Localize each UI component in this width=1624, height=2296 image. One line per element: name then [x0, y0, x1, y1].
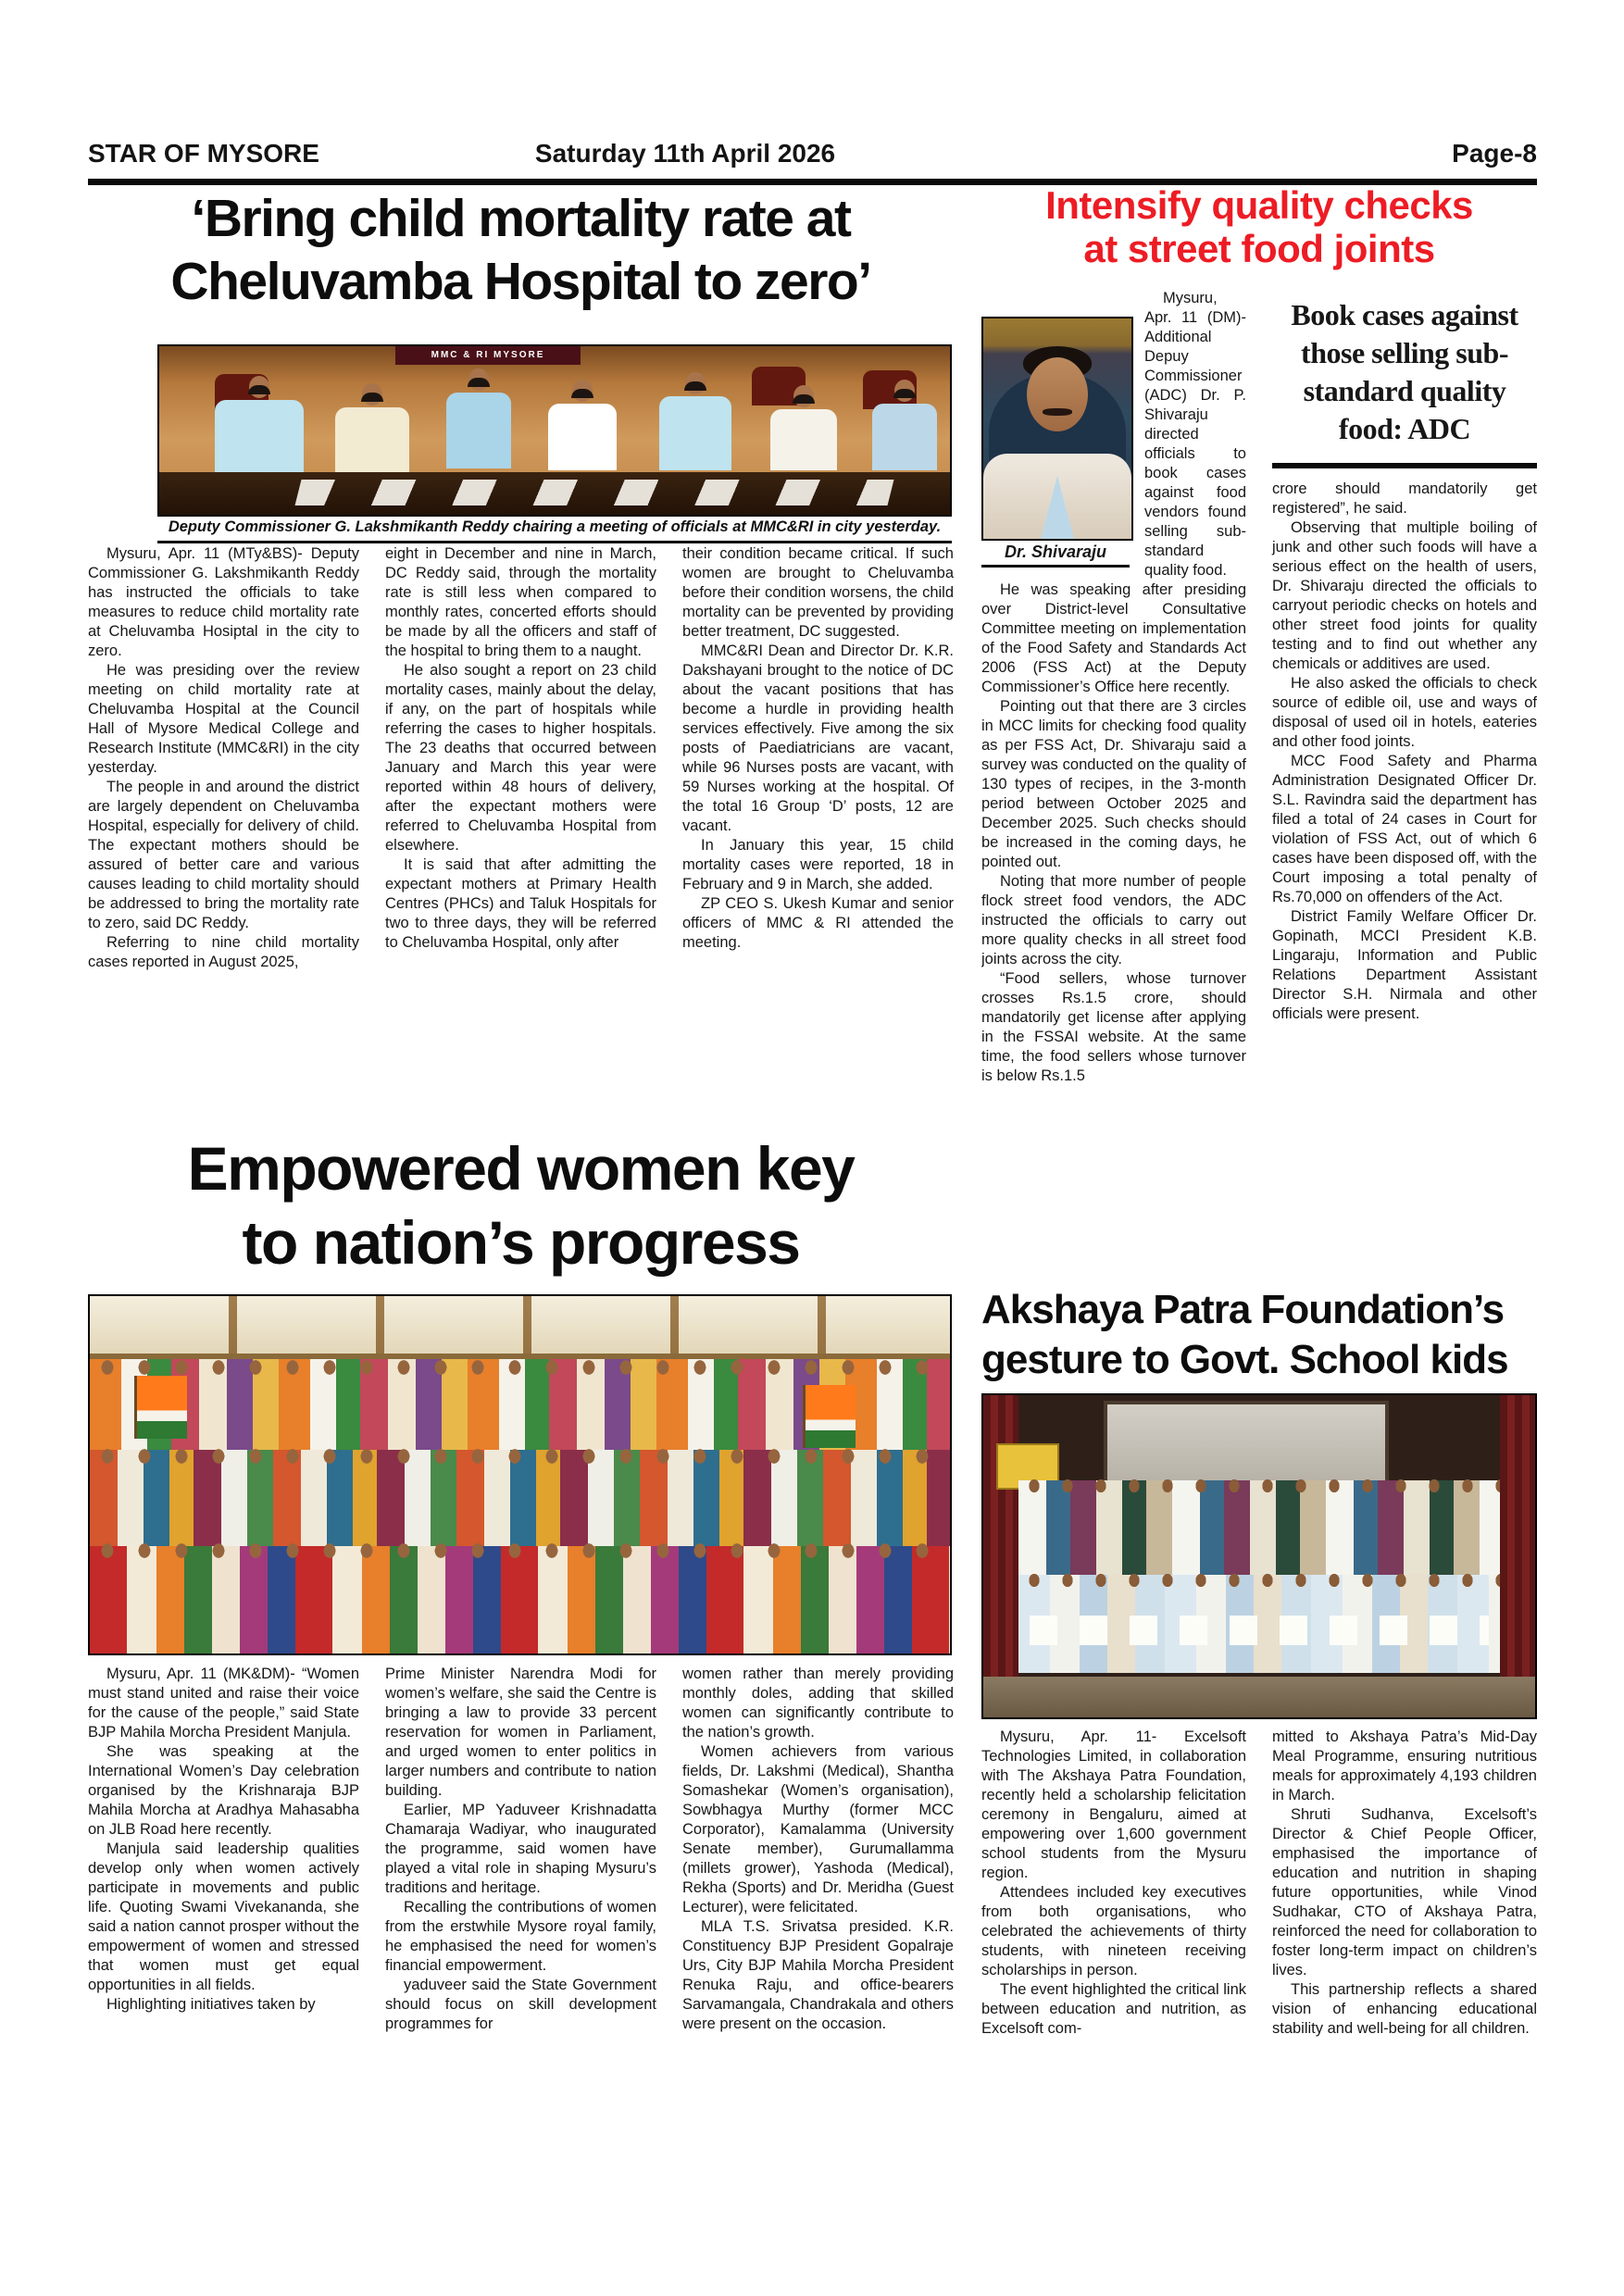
paragraph: Earlier, MP Yaduveer Krishnadatta Chamaraja Wadiyar, who inaugurated the programme, said women have played a vital role in shaping Mysuru’s traditions and heritage. — [385, 1802, 656, 1896]
person-figure — [659, 383, 731, 470]
paragraph: This partnership reflects a shared vision of enhancing educational stability and well-being for all children. — [1272, 1981, 1537, 2037]
certificates-shape — [1030, 1616, 1489, 1645]
paragraph: Highlighting initiatives taken by — [106, 1996, 316, 2013]
projector-screen-shape — [1104, 1401, 1389, 1486]
papers-shape — [295, 480, 894, 505]
paragraph: ZP CEO S. Ukesh Kumar and senior officers of MMC & RI attended the meeting. — [682, 895, 954, 951]
person-figure — [872, 391, 937, 470]
article-column — [981, 1728, 1246, 2246]
students-group-photo — [981, 1393, 1537, 1719]
crowd-row — [90, 1546, 950, 1653]
paragraph: MLA T.S. Srivatsa presided. K.R. Constituency BJP President Gopalraje Urs, City BJP Mahila Morcha President Renuka Raju, and office-bearers Sarvamangala, Chandrakala and others were present on the occasion. — [682, 1918, 954, 2032]
meeting-photo — [157, 344, 952, 517]
paragraph: Noting that more number of people flock street food vendors, the ADC instructed the officials to carry out more quality checks in all street food joints across the city. — [981, 873, 1246, 967]
headline-line-1: Intensify quality checks — [1045, 183, 1473, 227]
paragraph: Pointing out that there are 3 circles in MCC limits for checking food quality as per FSS Act, Dr. Shivaraju said a survey was conducted on the quality of 130 types of recipes, in the 3-month period between October 2025 and December 2025. Such checks should be increased in the coming days, he pointed out. — [981, 698, 1246, 870]
headline-line-1: Empowered women key — [187, 1134, 855, 1203]
curtain-shape — [1500, 1395, 1535, 1717]
headline-empowered-women — [88, 1131, 954, 1279]
headline-food-quality — [981, 183, 1537, 270]
paragraph: mitted to Akshaya Patra’s Mid-Day Meal Programme, ensuring nutritious meals for approximately 4,193 children in March. — [1272, 1728, 1537, 1803]
article-column — [88, 544, 359, 1129]
headline-line-1: ‘Bring child mortality rate at — [191, 189, 851, 248]
person-figure — [215, 387, 304, 474]
paragraph: Mysuru, Apr. 11 (MTy&BS)- Deputy Commissioner G. Lakshmikanth Reddy has instructed the officials to take measures to reduce child mortality rate at Cheluvamba Hosiptal in the city to zero. — [88, 545, 359, 659]
article-column — [981, 289, 1246, 1278]
paragraph: Manjula said leadership qualities develop only when women actively participate in movements and public life. Quoting Swami Vivekananda, she said a nation cannot prosper without the empowerment of women and stressed that women must get equal opportunities in all fields. — [88, 1841, 359, 1993]
paragraph: District Family Welfare Officer Dr. Gopinath, MCCI President K.B. Lingaraju, Information and Public Relations Department Assistant Director S.H. Nirmala and other officials were present. — [1272, 908, 1537, 1022]
masthead-title: STAR OF MYSORE — [88, 139, 319, 168]
flag-shape — [803, 1385, 856, 1448]
paragraph: women rather than merely providing monthly doles, adding that skilled women can significantly contribute to the nation’s growth. — [682, 1666, 954, 1741]
ceiling-shape — [90, 1296, 950, 1359]
paragraph: It is said that after admitting the expectant mothers at Primary Health Centres (PHCs) and Taluk Hospitals for two to three days, they will be referred to Cheluvamba Hospital, only after — [385, 856, 656, 951]
paragraph: He also sought a report on 23 child mortality cases, mainly about the delay, if any, on the part of hospitals while referring the cases to higher hospitals. The 23 deaths that occurred between January and March this year were reported within 48 hours of delivery, after the expectant mothers were referred to Cheluvamba Hospital from elsewhere. — [385, 662, 656, 854]
headline-line-2: at street food joints — [1083, 227, 1435, 270]
paragraph: Mysuru, Apr. 11- Excelsoft Technologies Limited, in collaboration with The Akshaya Patra Foundation, recently held a scholarship felicitation ceremony in Bengaluru, aimed at empowering over 1,600 government school students from the Mysuru region. — [981, 1728, 1246, 1881]
article-column — [1272, 289, 1537, 1278]
paragraph: The event highlighted the critical link between education and nutrition, as Excelsoft com- — [981, 1981, 1246, 2037]
paragraph: The people in and around the district are largely dependent on Cheluvamba Hospital, especially for delivery of child. The expectant mothers should be assured of better care and various causes leading to child mortality should be addressed to bring the mortality rate to zero, said DC Reddy. — [88, 779, 359, 931]
subheadline-rule — [1272, 463, 1537, 468]
article-column — [385, 544, 656, 1129]
masthead-page-number: Page-8 — [1452, 139, 1537, 168]
subheadline-book-cases: Book cases against those selling sub-standard quality food: ADC — [1291, 298, 1518, 445]
photo-banner-text: MMC & RI MYSORE — [395, 346, 581, 365]
headline-line-2: gesture to Govt. School kids — [981, 1337, 1508, 1382]
paragraph: Mysuru, Apr. 11 (DM)- Additional Depuy Commissioner (ADC) Dr. P. Shivaraju directed officials to book cases against food vendors found selling sub-standard quality food. — [1144, 290, 1246, 579]
paragraph: “Food sellers, whose turnover crosses Rs.1.5 crore, should mandatorily get license after applying in the FSSAI website. At the same time, the food sellers whose turnover is below Rs.1.5 — [981, 970, 1246, 1084]
floor-shape — [983, 1677, 1535, 1717]
meeting-photo-caption: Deputy Commissioner G. Lakshmikanth Reddy chairing a meeting of officials at MMC&RI in city yesterday. — [157, 518, 952, 543]
paragraph: He was speaking after presiding over District-level Consultative Committee meeting on implementation of the Food Safety and Standards Act 2006 (FSS Act) at the Deputy Commissioner’s Office here recently. — [981, 581, 1246, 695]
paragraph: yaduveer said the State Government should focus on skill development programmes for — [385, 1977, 656, 2032]
paragraph: He was presiding over the review meeting on child mortality rate at Cheluvamba Hospital at the Council Hall of Mysore Medical College and Research Institute (MMC&RI) in the city yesterday. — [88, 662, 359, 776]
article-column — [88, 1665, 359, 2246]
paragraph: MMC&RI Dean and Director Dr. K.R. Dakshayani brought to the notice of DC about the vacant positions that has become a hurdle in providing health services effectively. Five among the six posts of Paediatricians are vacant, while 96 Nurses posts are vacant, with 59 Nurses working at the hospital. Of the total 16 Group ‘D’ posts, 12 are vacant. — [682, 643, 954, 834]
paragraph: In January this year, 15 child mortality cases were reported, 18 in February and 9 in March, she added. — [682, 837, 954, 892]
paragraph: Referring to nine child mortality cases reported in August 2025, — [88, 934, 359, 970]
paragraph: crore should mandatorily get registered”, he said. — [1272, 480, 1537, 517]
paragraph: Mysuru, Apr. 11 (MK&DM)- “Women must stand united and raise their voice for the cause of the people,” said State BJP Mahila Morcha President Manjula. — [88, 1666, 359, 1741]
paragraph: Recalling the contributions of women from the erstwhile Mysore royal family, he emphasised the need for women’s financial empowerment. — [385, 1899, 656, 1974]
paragraph: Observing that multiple boiling of junk and other such foods will have a serious effect on the health of users, Dr. Shivaraju directed the officials to carryout periodic checks on hotels and other street food joints for quality testing and to find out whether any chemicals or additives are used. — [1272, 519, 1537, 672]
headline-line-2: Cheluvamba Hospital to zero’ — [170, 252, 871, 311]
paragraph: eight in December and nine in March, DC Reddy said, through the mortality rate is still less when compared to monthly rates, concerted efforts should be made by all the officers and staff of the hospital to bring them to a naught. — [385, 545, 656, 659]
headline-akshaya-patra — [981, 1285, 1541, 1385]
person-figure — [770, 396, 837, 470]
headline-line-2: to nation’s progress — [242, 1208, 800, 1277]
paragraph: Prime Minister Narendra Modi for women’s welfare, she said the Centre is bringing a law to provide 33 percent reservation for women in Parliament, and urged women to enter politics in larger numbers and contribute to nation building. — [385, 1666, 656, 1799]
person-figure — [335, 394, 409, 472]
paragraph: She was speaking at the International Women’s Day celebration organised by the Krishnaraja BJP Mahila Morcha at Aradhya Mahasabha on JLB Road here recently. — [88, 1743, 359, 1838]
paragraph: He also asked the officials to check source of edible oil, use and ways of disposal of used oil in hotels, eateries and other food joints. — [1272, 675, 1537, 750]
article-column — [1272, 1728, 1537, 2246]
paragraph: their condition became critical. If such women are brought to Cheluvamba before their condition worsens, the child mortality can be prevented by providing better treatment, DC suggested. — [682, 545, 954, 640]
article-food-quality-body — [981, 289, 1537, 1278]
shivaraju-photo-block — [981, 317, 1135, 568]
paragraph: MCC Food Safety and Pharma Administration Designated Officer Dr. S.L. Ravindra said the department has filed a total of 24 cases in Court for violation of FSS Act, out of which 6 cases have been disposed off, with the Court imposing a total penalty of Rs.70,000 on offenders of the Act. — [1272, 753, 1537, 905]
person-figure — [548, 391, 617, 470]
students-back-row — [1018, 1480, 1500, 1575]
article-empowered-women-body — [88, 1665, 954, 2246]
article-child-mortality-body — [88, 544, 954, 1129]
face-shape — [1027, 357, 1088, 431]
women-group-photo — [88, 1294, 952, 1655]
article-akshaya-patra-body — [981, 1728, 1537, 2246]
person-figure — [446, 380, 511, 468]
flag-shape — [134, 1376, 187, 1439]
paragraph: Women achievers from various fields, Dr. Lakshmi (Medical), Shantha Somashekar (Women’s organisation), Sowbhagya Murthy (former MCC Corporator), Kamalamma (University Senate member), Gurumallamma (millets grower), Yashoda (Medical), Rekha (Sports) and Dr. Meridha (Guest Lecturer), were felicitated. — [682, 1743, 954, 1915]
article-column — [385, 1665, 656, 2246]
moustache-shape — [1043, 408, 1072, 416]
masthead-row — [88, 139, 1537, 172]
article-column — [682, 1665, 954, 2246]
headline-line-1: Akshaya Patra Foundation’s — [981, 1287, 1505, 1332]
headline-child-mortality — [88, 187, 954, 313]
article-column — [682, 544, 954, 1129]
paragraph: Attendees included key executives from both organisations, who celebrated the achievements of thirty students, with nineteen receiving scholarships in person. — [981, 1884, 1246, 1978]
shivaraju-photo — [981, 317, 1133, 541]
masthead-date: Saturday 11th April 2026 — [534, 139, 836, 168]
shivaraju-photo-caption: Dr. Shivaraju — [981, 541, 1130, 568]
crowd-row — [90, 1450, 950, 1546]
paragraph: Shruti Sudhanva, Excelsoft’s Director & Chief People Officer, emphasised the importance of education and nutrition in shaping future opportunities, while Vinod Sudhakar, CTO of Akshaya Patra, reinforced the need for collaboration to foster long-term impact on children’s lives. — [1272, 1806, 1537, 1978]
